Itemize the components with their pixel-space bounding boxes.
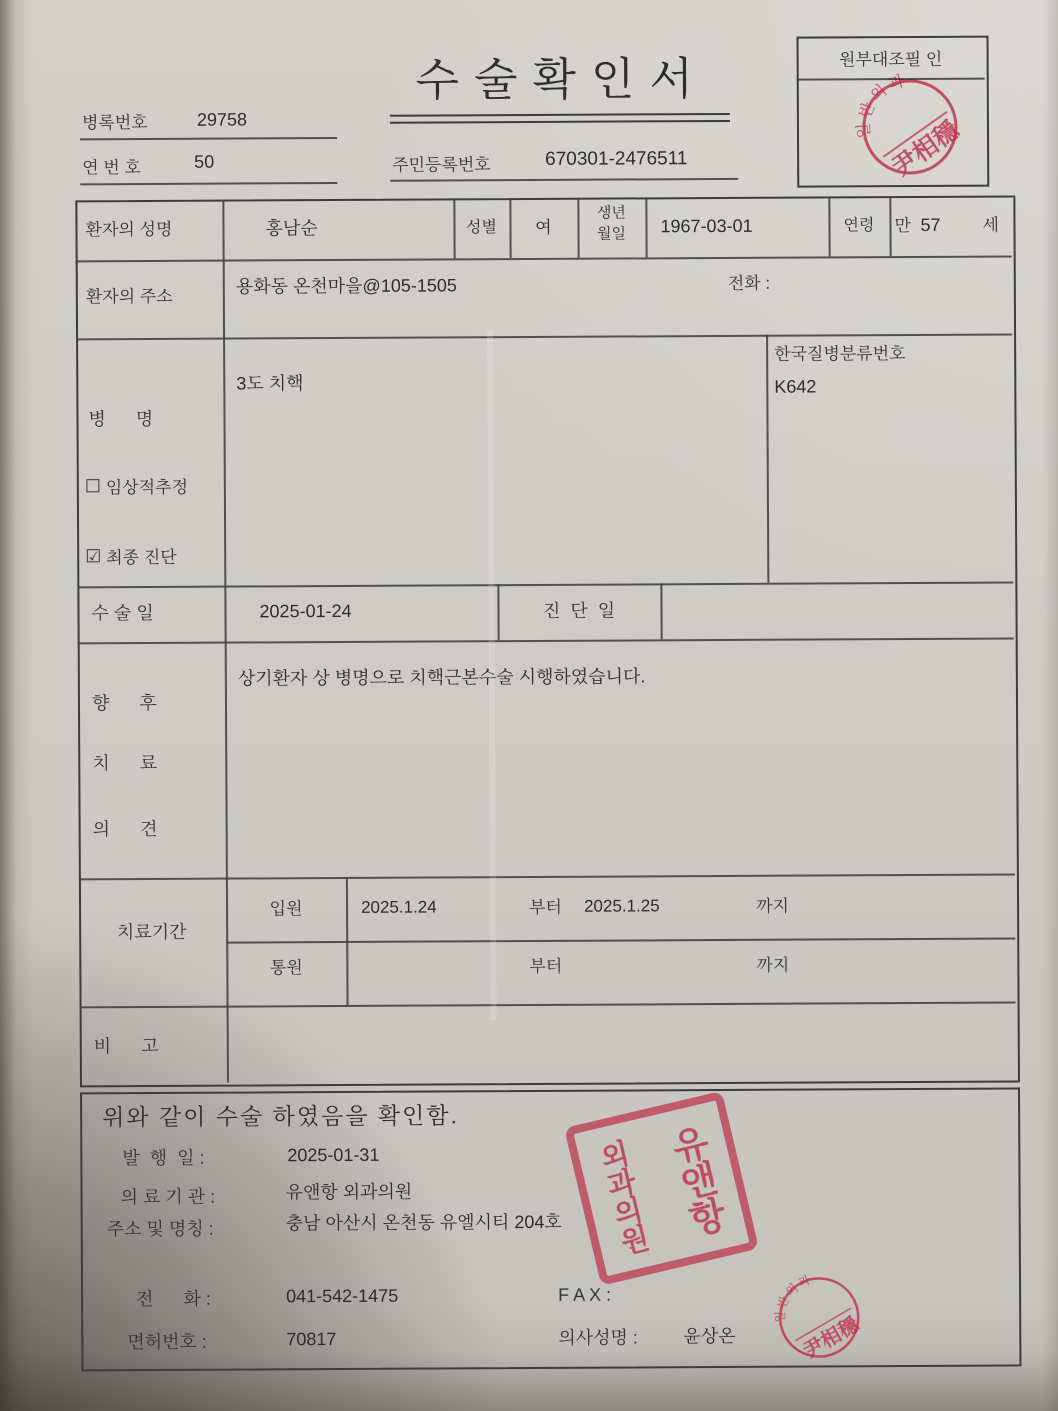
age-suffix: 세: [982, 215, 999, 235]
inpatient-to-label: 까지: [756, 896, 789, 916]
birth-date-value: 1967-03-01: [660, 215, 753, 237]
doctor-stamp-seal-name: 尹相穩: [799, 1313, 863, 1363]
opinion-label-line1: 향 후: [91, 692, 157, 714]
sex-value: 여: [535, 217, 552, 237]
serial-number-underline: [80, 182, 337, 185]
inpatient-to-value: 2025.1.25: [584, 896, 660, 916]
final-diagnosis-label: 최종 진단: [106, 547, 177, 568]
opinion-label-line3: 의 견: [92, 818, 158, 840]
doctor-name-label: 의사성명 :: [558, 1327, 638, 1348]
record-number-value: 29758: [196, 109, 248, 130]
record-number-label: 병록번호: [81, 112, 148, 133]
institution-address-label: 주소 및 명칭 :: [106, 1218, 214, 1240]
confirmation-statement: 위와 같이 수술 하였음을 확인함.: [102, 1102, 460, 1131]
age-label: 연령: [843, 217, 875, 235]
serial-number-label: 연 번 호: [82, 158, 141, 178]
resident-number-underline: [390, 178, 738, 182]
outpatient-from-label: 부터: [529, 956, 563, 977]
clinic-square-stamp-col-right: 유앤항: [661, 1121, 728, 1240]
round-clinic-stamp-top: [855, 72, 966, 183]
serial-number-value: 50: [194, 151, 215, 172]
clinical-estimate-label: 임상적추정: [105, 477, 189, 498]
institution-label: 의 료 기 관 :: [120, 1186, 216, 1208]
treatment-period-label: 치료기간: [116, 921, 187, 943]
fax-label: F A X :: [558, 1284, 612, 1305]
clinic-square-stamp-col-left: 외과의원: [593, 1137, 652, 1258]
final-diagnosis-checkbox: ☑: [85, 546, 102, 567]
disease-label: 병 명: [88, 408, 154, 430]
kcd-code-label: 한국질병분류번호: [774, 344, 906, 364]
kcd-code-value: K642: [774, 376, 817, 397]
birth-label-line1: 생년: [596, 204, 626, 222]
patient-name-value: 홍남순: [265, 218, 318, 239]
doctor-stamp-dept-arc-text: 일반외과: [772, 1272, 815, 1324]
title-underline: [390, 113, 730, 124]
inpatient-from-value: 2025.1.24: [361, 897, 437, 917]
svg-text:일반외과: [773, 1271, 826, 1329]
phone-value: 041-542-1475: [286, 1285, 399, 1307]
doctor-name-value: 윤상온: [683, 1325, 736, 1347]
doctor-round-stamp: [773, 1271, 865, 1363]
sex-label: 성별: [465, 219, 497, 237]
verify-seal-label: 원부대조필 인: [838, 49, 943, 70]
inpatient-label: 입원: [269, 899, 303, 919]
grid-line-v: [660, 583, 662, 639]
record-number-underline: [80, 137, 337, 140]
age-value: 57: [920, 214, 941, 235]
license-number-value: 70817: [286, 1329, 337, 1350]
resident-number-label: 주민등록번호: [392, 155, 491, 175]
stamp-dept-arc-text: 일반외과: [855, 72, 910, 139]
patient-address-label: 환자의 주소: [85, 286, 173, 307]
patient-address-value: 용화동 온천마을@105-1505: [235, 275, 457, 297]
issue-date-label: 발 행 일 :: [122, 1147, 205, 1169]
age-prefix: 만: [894, 215, 911, 236]
phone-label: 전 화 :: [136, 1288, 211, 1310]
issue-date-value: 2025-01-31: [287, 1144, 380, 1166]
grid-line-v: [645, 197, 647, 257]
surgery-date-value: 2025-01-24: [259, 600, 352, 622]
patient-name-label: 환자의 성명: [85, 219, 173, 240]
institution-value: 유앤항 외과의원: [285, 1181, 413, 1203]
license-number-label: 면허번호 :: [127, 1331, 207, 1353]
outpatient-to-label: 까지: [756, 955, 790, 975]
clinical-estimate-checkbox: ☐: [84, 476, 102, 497]
disease-name-value: 3도 치핵: [236, 373, 304, 394]
page-title: 수술확인서: [415, 53, 709, 106]
birth-label-line2: 월일: [596, 225, 627, 243]
doctor-round-stamp-svg: [773, 1271, 865, 1363]
stamp-seal-name: 尹相穩: [887, 116, 965, 183]
remarks-label: 비 고: [93, 1035, 159, 1057]
opinion-label-line2: 치 료: [92, 752, 158, 774]
inpatient-from-label: 부터: [529, 897, 562, 918]
grid-line-v: [889, 196, 891, 256]
institution-address-value: 충남 아산시 온천동 유엘시티 204호: [285, 1211, 562, 1234]
surgery-date-label: 수 술 일: [91, 602, 154, 624]
patient-phone-label: 전화 :: [727, 273, 771, 293]
diagnosis-date-label: 진 단 일: [542, 600, 616, 621]
round-clinic-stamp-top-svg: [855, 72, 966, 183]
opinion-text: 상기환자 상 병명으로 치핵근본수술 시행하였습니다.: [237, 666, 646, 689]
resident-number-value: 670301-2476511: [545, 148, 688, 170]
outpatient-label: 통원: [269, 958, 303, 978]
